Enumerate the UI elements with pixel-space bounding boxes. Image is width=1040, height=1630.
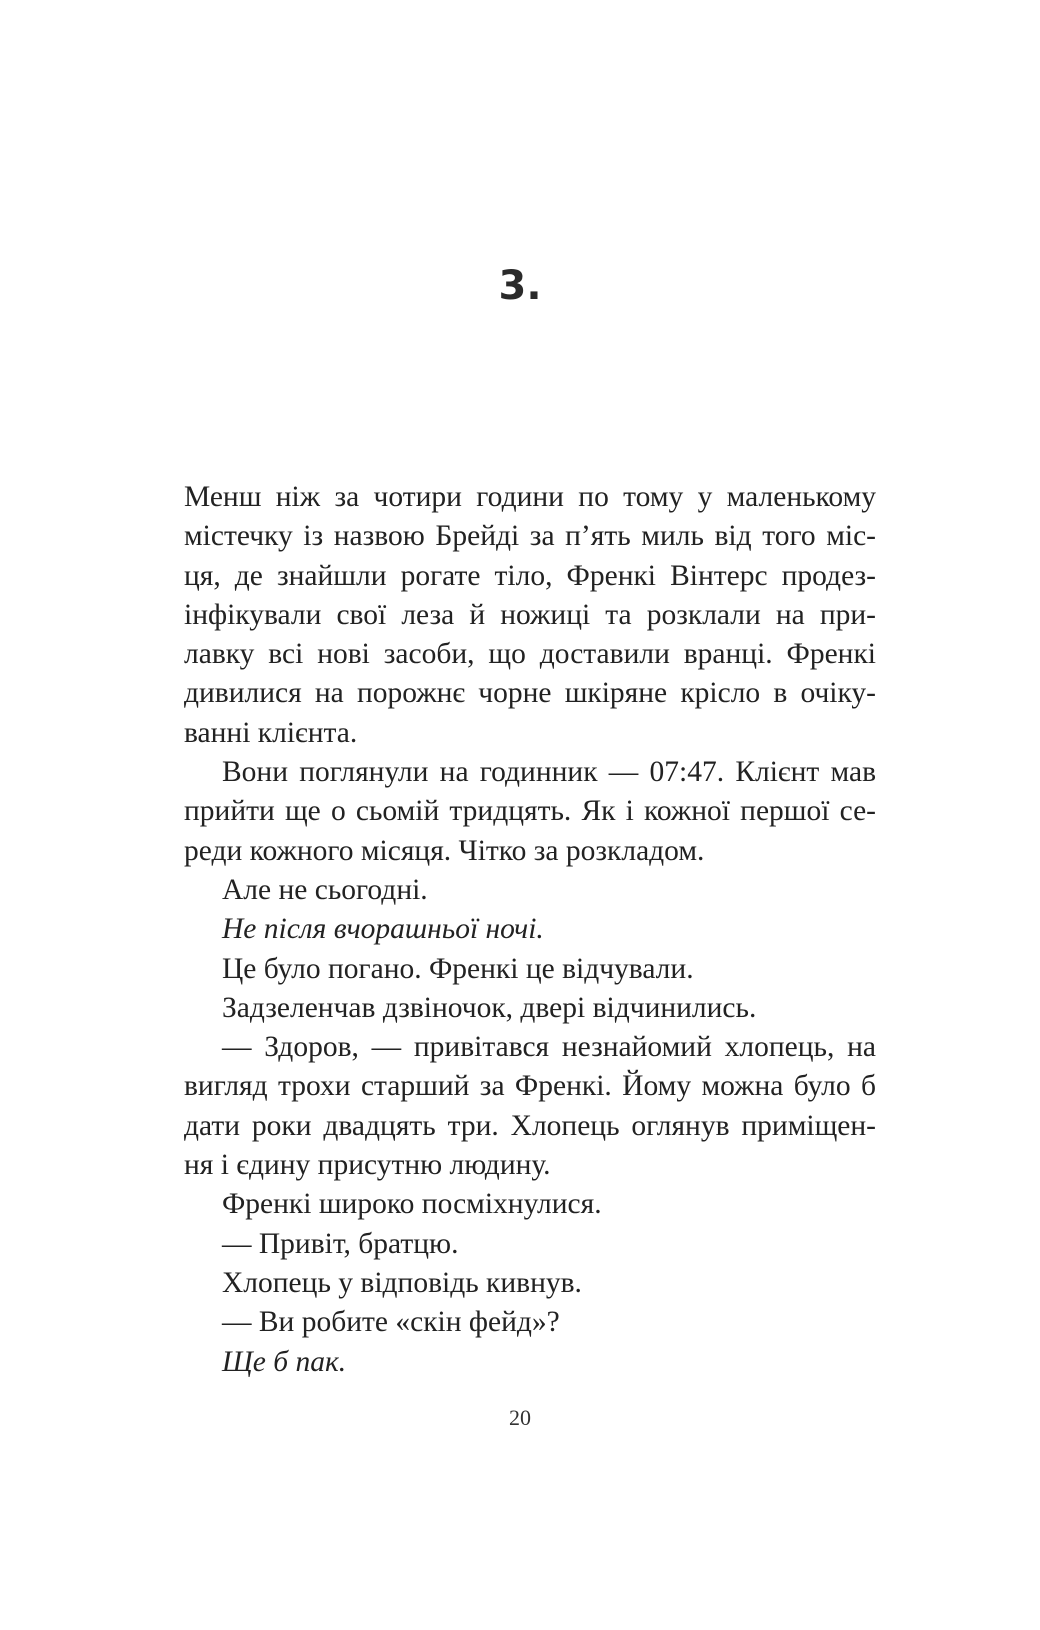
text-line: ванні клієнта. xyxy=(184,716,358,749)
chapter-number: 3. xyxy=(498,263,542,309)
text-line: — Привіт, братцю. xyxy=(222,1227,459,1260)
text-line: Вони поглянули на годинник — 07:47. Клієнт мав xyxy=(222,756,876,789)
text-line: Задзеленчав дзвіночок, двері відчинились. xyxy=(222,991,757,1024)
text-line-italic: Ще б пак. xyxy=(222,1345,347,1378)
text-line: ця, де знайшли рогате тіло, Френкі Вінтерс продез- xyxy=(184,559,876,592)
text-line: дивилися на порожнє чорне шкіряне крісло в очіку- xyxy=(184,677,876,710)
text-line: Це було погано. Френкі це відчували. xyxy=(222,952,694,985)
text-line: — Ви робите «скін фейд»? xyxy=(222,1306,560,1339)
text-line-italic: Не після вчорашньої ночі. xyxy=(222,913,544,946)
page-number: 20 xyxy=(509,1405,531,1430)
text-line: лавку всі нові засоби, що доставили вранці. Френкі xyxy=(184,638,876,671)
text-line: інфікували свої леза й ножиці та розклали на при- xyxy=(184,598,876,631)
text-line: — Здоров, — привітався незнайомий хлопець, на xyxy=(222,1031,876,1064)
text-line: дати роки двадцять три. Хлопець оглянув приміщен- xyxy=(184,1109,876,1142)
text-line: містечку із назвою Брейді за п’ять миль від того міс- xyxy=(184,520,876,553)
text-line: Але не сьогодні. xyxy=(222,873,428,906)
text-line: ня і єдину присутню людину. xyxy=(184,1149,551,1182)
text-line: прийти ще о сьомій тридцять. Як і кожної першої се- xyxy=(184,795,876,828)
text-line: реди кожного місяця. Чітко за розкладом. xyxy=(184,834,705,867)
text-line: Френкі широко посміхнулися. xyxy=(222,1188,602,1221)
text-line: Менш ніж за чотири години по тому у маленькому xyxy=(184,481,876,513)
text-line: Хлопець у відповідь кивнув. xyxy=(222,1266,582,1299)
text-line: вигляд трохи старший за Френкі. Йому можна було б xyxy=(184,1070,876,1103)
body-text xyxy=(184,478,876,1382)
